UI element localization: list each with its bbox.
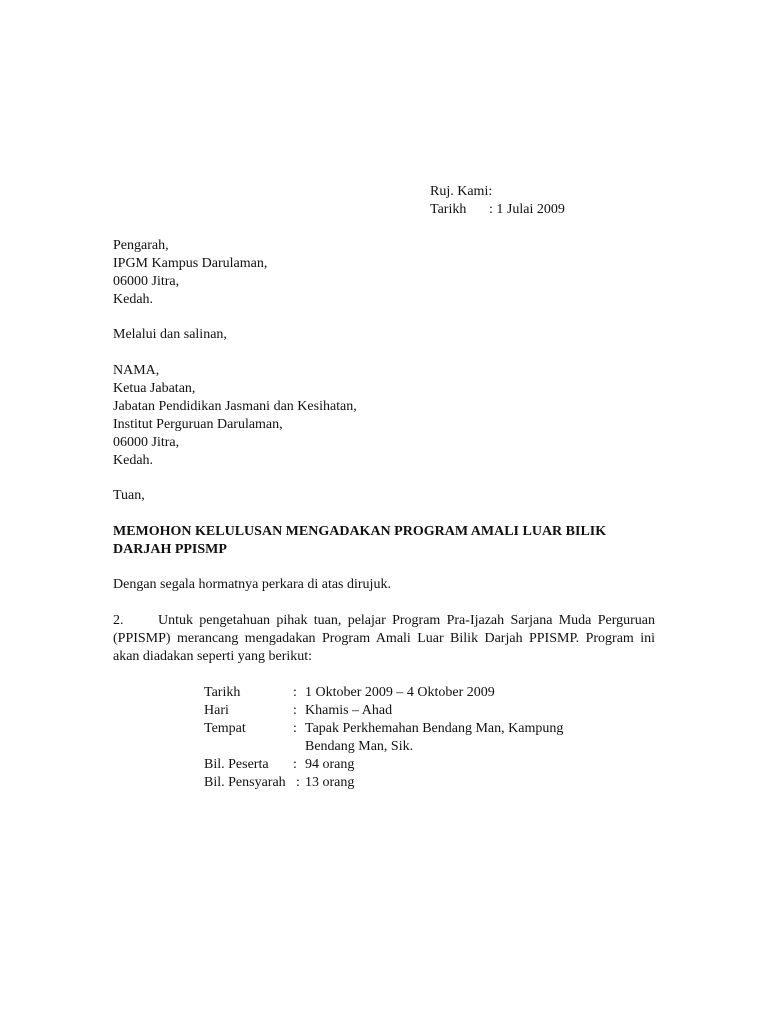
paragraph-number: 2. xyxy=(113,613,124,628)
via-line: Melalui dan salinan, xyxy=(113,327,227,342)
detail-colon: : xyxy=(293,685,297,700)
tarikh-label: Tarikh xyxy=(430,202,467,217)
detail-value-continued: Bendang Man, Sik. xyxy=(305,739,414,754)
recipient-line: 06000 Jitra, xyxy=(113,274,180,289)
cc-line: Jabatan Pendidikan Jasmani dan Kesihatan, xyxy=(113,399,357,414)
detail-colon: : xyxy=(293,721,297,736)
cc-line: NAMA, xyxy=(113,363,160,378)
recipient-line: IPGM Kampus Darulaman, xyxy=(113,256,268,271)
detail-colon: : xyxy=(293,757,297,772)
detail-label: Tarikh xyxy=(204,685,241,700)
detail-value: 13 orang xyxy=(305,775,355,790)
detail-colon: : xyxy=(296,775,300,790)
cc-line: Ketua Jabatan, xyxy=(113,381,196,396)
detail-colon: : xyxy=(293,703,297,718)
opening-sentence: Dengan segala hormatnya perkara di atas dirujuk. xyxy=(113,577,391,592)
cc-line: Kedah. xyxy=(113,453,154,468)
detail-label: Bil. Peserta xyxy=(204,757,269,772)
detail-label: Bil. Pensyarah xyxy=(204,775,286,790)
recipient-line: Pengarah, xyxy=(113,238,169,253)
cc-line: Institut Perguruan Darulaman, xyxy=(113,417,283,432)
subject-line-2: DARJAH PPISMP xyxy=(113,542,227,557)
detail-value: 94 orang xyxy=(305,757,355,772)
recipient-line: Kedah. xyxy=(113,292,154,307)
paragraph-2 xyxy=(113,612,655,666)
detail-label: Hari xyxy=(204,703,229,718)
tarikh-value: : 1 Julai 2009 xyxy=(489,202,565,217)
paragraph-text: Untuk pengetahuan pihak tuan, pelajar Program Pra-Ijazah Sarjana Muda Perguruan (PPISMP) merancang mengadakan Program Amali Luar Bilik Darjah PPISMP. Program ini akan diadakan seperti yang berikut: xyxy=(113,613,655,664)
ruj-kami-label: Ruj. Kami: xyxy=(430,184,493,199)
salutation: Tuan, xyxy=(113,488,145,503)
detail-label: Tempat xyxy=(204,721,246,736)
detail-value: Tapak Perkhemahan Bendang Man, Kampung xyxy=(305,721,564,736)
subject-line-1: MEMOHON KELULUSAN MENGADAKAN PROGRAM AMALI LUAR BILIK xyxy=(113,524,607,539)
detail-value: Khamis – Ahad xyxy=(305,703,393,718)
detail-value: 1 Oktober 2009 – 4 Oktober 2009 xyxy=(305,685,495,700)
cc-line: 06000 Jitra, xyxy=(113,435,180,450)
